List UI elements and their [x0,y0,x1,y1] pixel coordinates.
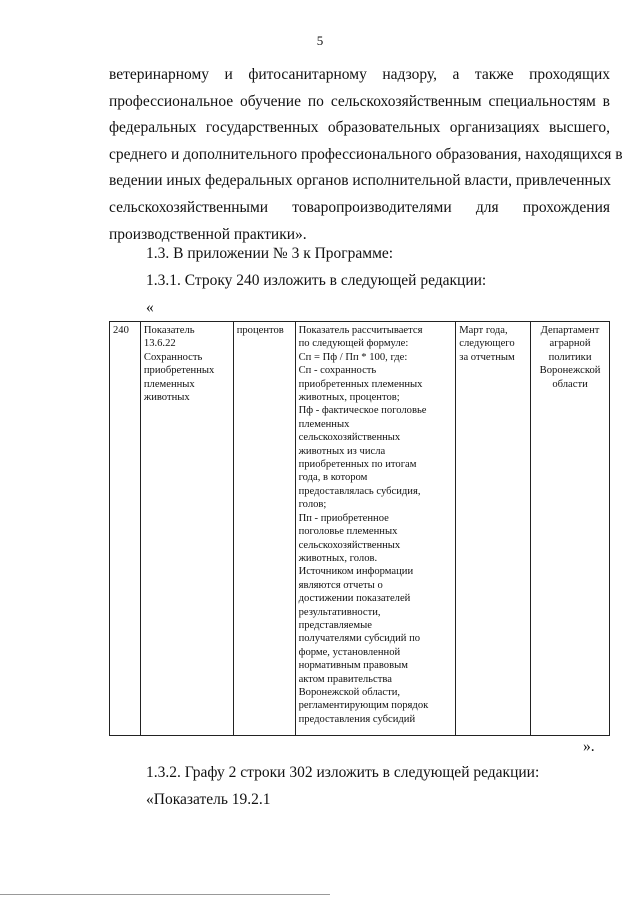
footer-rule [0,894,330,895]
method-line: года, в котором [298,472,368,484]
method-line: приобретенных племенных [298,378,423,390]
method-line: являются отчеты о [298,579,383,591]
responsible-line: Департамент [540,325,600,336]
method-line: представляемые [298,619,372,631]
item-1-3-2: 1.3.2. Графу 2 строки 302 изложить в следующей редакции: [146,764,540,781]
method-line: предоставления субсидий [298,713,416,725]
method-line: поголовье племенных [298,526,398,538]
paragraph-line: ветеринарному и фитосанитарному надзору, а также проходящих [109,66,610,83]
method-line: регламентирующим порядок [298,700,429,712]
deadline-line: Март года, [459,325,508,336]
method-line: животных, процентов; [298,392,400,404]
paragraph-line: производственной практики». [109,225,307,243]
method-line: сельскохозяйственных [298,539,401,551]
responsible-line: области [552,378,588,390]
indicator-line: племенных [143,378,195,390]
method-line: животных из числа [298,445,386,457]
method-line: достижении показателей [298,593,411,605]
paragraph-line: профессиональное обучение по сельскохозяйственным специальностям в [109,92,610,110]
responsible-cell [531,322,610,740]
method-line: Сп = Пф / Пп * 100, где: [298,351,408,363]
method-line: Пф - фактическое поголовье [298,405,427,417]
item-1-3: 1.3. В приложении № 3 к Программе: [146,245,394,262]
method-line: по следующей формуле: [298,338,409,350]
method-line: Сп - сохранность [298,365,377,377]
unit-cell [233,322,295,740]
method-line: Показатель рассчитывается [298,325,423,336]
method-line: предоставлялась субсидия, [298,485,421,497]
method-line: получателями субсидий по [298,633,421,645]
indicator-line: Показатель [143,325,195,336]
indicator-cell [140,322,233,740]
item-1-3-1: 1.3.1. Строку 240 изложить в следующей редакции: [146,272,487,289]
close-quote: ». [583,738,595,755]
program-table [109,321,610,740]
method-line: Источником информации [298,566,414,578]
paragraph-line: федеральных государственных образовательных организациях высшего, [109,119,610,137]
paragraph-line: сельскохозяйственными товаропроизводителями для прохождения [109,198,610,216]
method-line: Воронежской области, [298,686,401,698]
indicator-line: 13.6.22 [143,338,176,350]
method-line: форме, установленной [298,646,401,658]
table-bottom-border [109,735,610,736]
table-cut-mask [108,735,611,745]
method-line: Пп - приобретенное [298,512,389,524]
deadline-cell [456,322,531,740]
deadline-line: следующего [459,338,515,350]
last-line: «Показатель 19.2.1 [146,791,271,808]
intro-paragraph [109,62,623,248]
deadline-line: за отчетным [459,351,515,363]
method-line: результативности, [298,606,381,618]
method-line: приобретенных по итогам [298,459,417,471]
page-number: 5 [316,33,324,48]
paragraph-line: среднего и дополнительного профессионального образования, находящихся в [109,145,623,163]
row-number-cell [110,322,141,740]
responsible-line: Воронежской [539,365,601,377]
method-line: животных, голов. [298,552,378,564]
method-cell [295,322,456,740]
responsible-line: аграрной [549,338,591,350]
method-line: племенных [298,418,350,430]
table-row [110,322,610,740]
method-line: нормативным правовым [298,660,408,672]
open-quote: « [146,299,154,316]
unit-value: процентов [236,325,284,336]
method-line: голов; [298,499,327,511]
indicator-line: животных [143,392,190,404]
method-line: актом правительства [298,673,392,685]
responsible-line: политики [548,351,592,363]
indicator-line: Сохранность [143,351,203,363]
method-line: сельскохозяйственных [298,432,401,444]
indicator-line: приобретенных [143,365,215,377]
row-number: 240 [113,325,129,336]
paragraph-line: ведении иных федеральных органов исполнительной власти, привлеченных [109,172,611,190]
